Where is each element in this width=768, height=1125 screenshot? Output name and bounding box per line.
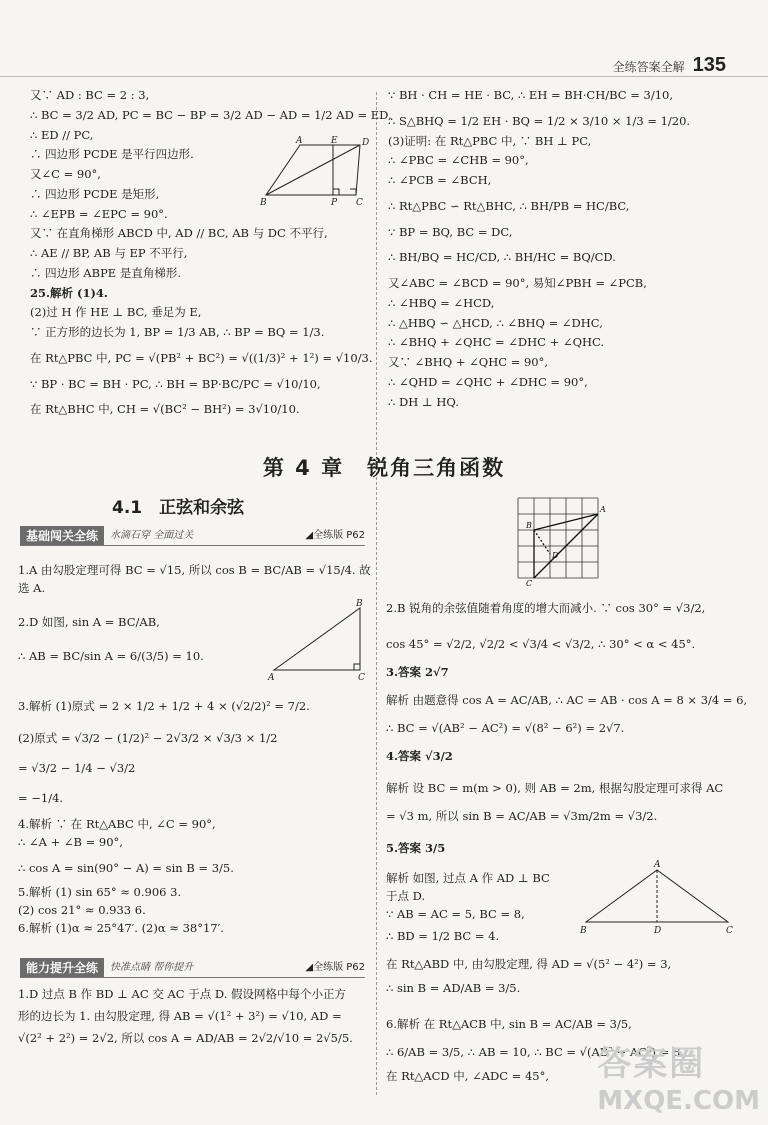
text-line: ∵ AB = AC = 5, BC = 8,: [386, 907, 525, 921]
text-line: ∴ AB = BC/sin A = 6/(3/5) = 10.: [18, 649, 204, 663]
text-line: √(2² + 2²) = 2√2, 所以 cos A = AD/AB = 2√2/√10 = 2√5/5.: [18, 1030, 353, 1045]
ability-answers: [18, 984, 370, 1050]
text-line: ∴ ∠PCB = ∠BCH,: [388, 173, 492, 188]
fig-label: B: [580, 926, 587, 936]
text-line: 又∠C = 90°,: [30, 167, 101, 182]
fig-label: C: [358, 673, 365, 683]
header-rule: [0, 76, 768, 77]
text-line: 在 Rt△ABD 中, 由勾股定理, 得 AD = √(5² − 4²) = 3,: [386, 957, 672, 971]
text-line: 2.B 锐角的余弦值随着角度的增大而减小. ∵ cos 30° = √3/2,: [386, 601, 706, 615]
text-line: ∴ ∠QHD = ∠QHC + ∠DHC = 90°,: [388, 374, 588, 389]
text-line: ∵ BP · BC = BH · PC, ∴ BH = BP·BC/PC = √10/10,: [30, 376, 321, 391]
text-line: ∴ ∠EPB = ∠EPC = 90°.: [30, 206, 168, 221]
text-line: 解析 设 BC = m(m > 0), 则 AB = 2m, 根据勾股定理可求得 AC: [386, 781, 724, 795]
text-line: ∴ ∠PBC = ∠CHB = 90°,: [388, 153, 529, 168]
fig-label: D: [362, 138, 370, 148]
text-line: 3.解析 (1)原式 = 2 × 1/2 + 1/2 + 4 × (√2/2)² = 7/2.: [18, 699, 310, 713]
text-line: ∴ BD = 1/2 BC = 4.: [386, 929, 500, 943]
text-line: ∴ cos A = sin(90° − A) = sin B = 3/5.: [18, 861, 234, 875]
text-line: 又∵ ∠BHQ + ∠QHC = 90°,: [388, 355, 549, 370]
text-line: ∴ 6/AB = 3/5, ∴ AB = 10, ∴ BC = √(AB² − AC²) = 8.: [386, 1045, 684, 1059]
text-line: ∴ ∠A + ∠B = 90°,: [18, 835, 123, 849]
bar-reference: ◢全练版 P62: [305, 962, 365, 974]
text-line: 在 Rt△ACD 中, ∠ADC = 45°,: [386, 1069, 550, 1083]
text-line: ∴ ∠BHQ + ∠QHC = ∠DHC + ∠QHC.: [388, 335, 605, 350]
text-line: 5.答案 3/5: [386, 841, 446, 855]
ability-practice-bar: [20, 958, 365, 978]
text-line: 又∵ AD : BC = 2 : 3,: [30, 88, 150, 102]
fig-label: A: [600, 505, 606, 514]
fig-label: A: [296, 136, 303, 146]
bar-title: 基础闯关全练: [20, 526, 104, 547]
bar-motto: 快准点睛 帮你提升: [110, 962, 194, 974]
text-line: ∴ BC = 3/2 AD, PC = BC − BP = 3/2 AD − AD = 1/2 AD = ED,: [30, 107, 392, 122]
text-line: = −1/4.: [18, 791, 64, 805]
bottom-right-column: [386, 600, 752, 1086]
watermark-url: MXQE.COM: [597, 1085, 760, 1116]
text-line: ∴ DH ⊥ HQ.: [388, 394, 459, 409]
text-line: (3)证明: 在 Rt△PBC 中, ∵ BH ⊥ PC,: [388, 133, 592, 148]
right-angle-mark: [350, 189, 356, 195]
text-line: 1.A 由勾股定理可得 BC = √15, 所以 cos B = BC/AB = √15/4. 故: [18, 563, 371, 577]
fig-label: C: [526, 579, 533, 588]
page-number: 135: [692, 54, 726, 76]
right-angle-mark: [333, 189, 339, 195]
text-line: ∴ 四边形 PCDE 是平行四边形.: [30, 147, 194, 162]
grid-figure: [508, 494, 608, 590]
text-line: 6.解析 在 Rt△ACB 中, sin B = AC/AB = 3/5,: [386, 1017, 632, 1031]
header-label: 全练答案全解: [612, 60, 685, 74]
fig-label: C: [726, 926, 733, 936]
text-line: 又∠ABC = ∠BCD = 90°, 易知∠PBH = ∠PCB,: [388, 276, 647, 291]
text-line: = √3 m, 所以 sin B = AC/AB = √3m/2m = √3/2.: [386, 809, 658, 823]
text-line: ∴ ∠HBQ = ∠HCD,: [388, 295, 495, 310]
text-line: 选 A.: [18, 581, 46, 595]
text-line: 在 Rt△BHC 中, CH = √(BC² − BH²) = 3√10/10.: [30, 402, 300, 417]
text-line: ∵ BP = BQ, BC = DC,: [388, 224, 513, 239]
text-line: ∴ ED // PC,: [30, 127, 94, 142]
text-line: = √3/2 − 1/4 − √3/2: [18, 761, 136, 775]
watermark: [597, 1038, 760, 1121]
diagonal-bd: [266, 145, 360, 195]
fig-label: D: [654, 926, 662, 936]
chapter-title: 第 4 章 锐角三角函数: [262, 456, 506, 480]
text-line: 1.D 过点 B 作 BD ⊥ AC 交 AC 于点 D. 假设网格中每个小正方: [18, 987, 347, 1001]
fig-label: E: [331, 136, 338, 146]
isosceles-triangle-figure: [578, 858, 738, 938]
text-line: 解析 由题意得 cos A = AC/AB, ∴ AC = AB · cos A = 8 × 3/4 = 6,: [386, 693, 748, 707]
text-line: ∴ S△BHQ = 1/2 EH · BQ = 1/2 × 3/10 × 1/3 = 1/20.: [388, 113, 691, 128]
text-line: 又∵ 在直角梯形 ABCD 中, AD // BC, AB 与 DC 不平行,: [30, 226, 328, 241]
bar-title: 能力提升全练: [20, 958, 104, 979]
text-line: ∴ BC = √(AB² − AC²) = √(8² − 6²) = 2√7.: [386, 721, 625, 735]
bar-underline: [20, 545, 365, 546]
section-title: 4.1 正弦和余弦: [112, 498, 245, 518]
text-line: ∴ BH/BQ = HC/CD, ∴ BH/HC = BQ/CD.: [388, 250, 616, 265]
trapezoid-figure: [258, 135, 370, 207]
text-line: 4.解析 ∵ 在 Rt△ABC 中, ∠C = 90°,: [18, 817, 216, 831]
text-line: 4.答案 √3/2: [386, 749, 453, 763]
text-line: ∴ AE // BP, AB 与 EP 不平行,: [30, 246, 188, 261]
fig-label: D: [552, 551, 559, 560]
triangle-abc: [274, 608, 360, 670]
text-line: 3.答案 2√7: [386, 665, 449, 679]
segment-bd: [534, 530, 550, 554]
text-line: ∴ sin B = AD/AB = 3/5.: [386, 981, 521, 995]
text-line: 于点 D.: [386, 889, 426, 903]
fig-label: B: [260, 198, 267, 207]
text-line: ∴ △HBQ ∽ △HCD, ∴ ∠BHQ = ∠DHC,: [388, 315, 603, 330]
watermark-logo: 答案圈: [597, 1044, 706, 1085]
text-line: 2.D 如图, sin A = BC/AB,: [18, 615, 160, 629]
right-triangle-figure: [266, 598, 370, 684]
text-line: 形的边长为 1. 由勾股定理, 得 AB = √(1² + 3²) = √10, AD =: [18, 1008, 342, 1023]
fig-label: A: [268, 673, 275, 683]
text-line: 25.解析 (1)4.: [30, 285, 108, 300]
text-line: ∴ 四边形 ABPE 是直角梯形.: [30, 265, 182, 280]
text-line: ∵ 正方形的边长为 1, BP = 1/3 AB, ∴ BP = BQ = 1/3.: [30, 325, 325, 340]
text-line: 6.解析 (1)α ≈ 25°47′. (2)α ≈ 38°17′.: [18, 921, 224, 935]
right-angle-mark: [354, 664, 360, 670]
text-line: (2)原式 = √3/2 − (1/2)² − 2√3/2 × √3/3 × 1/2: [18, 731, 278, 745]
text-line: ∴ 四边形 PCDE 是矩形,: [30, 186, 160, 201]
top-right-column: [388, 86, 748, 412]
bar-underline: [20, 977, 365, 978]
fig-label: A: [654, 860, 661, 870]
text-line: (2) cos 21° ≈ 0.933 6.: [18, 903, 146, 917]
fig-label: P: [331, 198, 338, 207]
text-line: 5.解析 (1) sin 65° ≈ 0.906 3.: [18, 885, 182, 899]
text-line: 在 Rt△PBC 中, PC = √(PB² + BC²) = √((1/3)² + 1²) = √10/3.: [30, 350, 373, 365]
text-line: ∴ Rt△PBC ∽ Rt△BHC, ∴ BH/PB = HC/BC,: [388, 198, 630, 213]
text-line: 解析 如图, 过点 A 作 AD ⊥ BC: [386, 871, 550, 885]
text-line: (2)过 H 作 HE ⊥ BC, 垂足为 E,: [30, 305, 202, 320]
column-divider: [376, 92, 377, 1095]
bar-motto: 水滴石穿 全面过关: [110, 530, 194, 542]
bar-reference: ◢全练版 P62: [305, 530, 365, 542]
basic-practice-bar: [20, 526, 365, 546]
fig-label: C: [356, 198, 363, 207]
fig-label: B: [526, 521, 532, 530]
text-line: ∵ BH · CH = HE · BC, ∴ EH = BH·CH/BC = 3/10,: [388, 88, 674, 102]
text-line: cos 45° = √2/2, √2/2 < √3/4 < √3/2, ∴ 30° < α < 45°.: [386, 637, 696, 651]
fig-label: B: [356, 599, 363, 609]
